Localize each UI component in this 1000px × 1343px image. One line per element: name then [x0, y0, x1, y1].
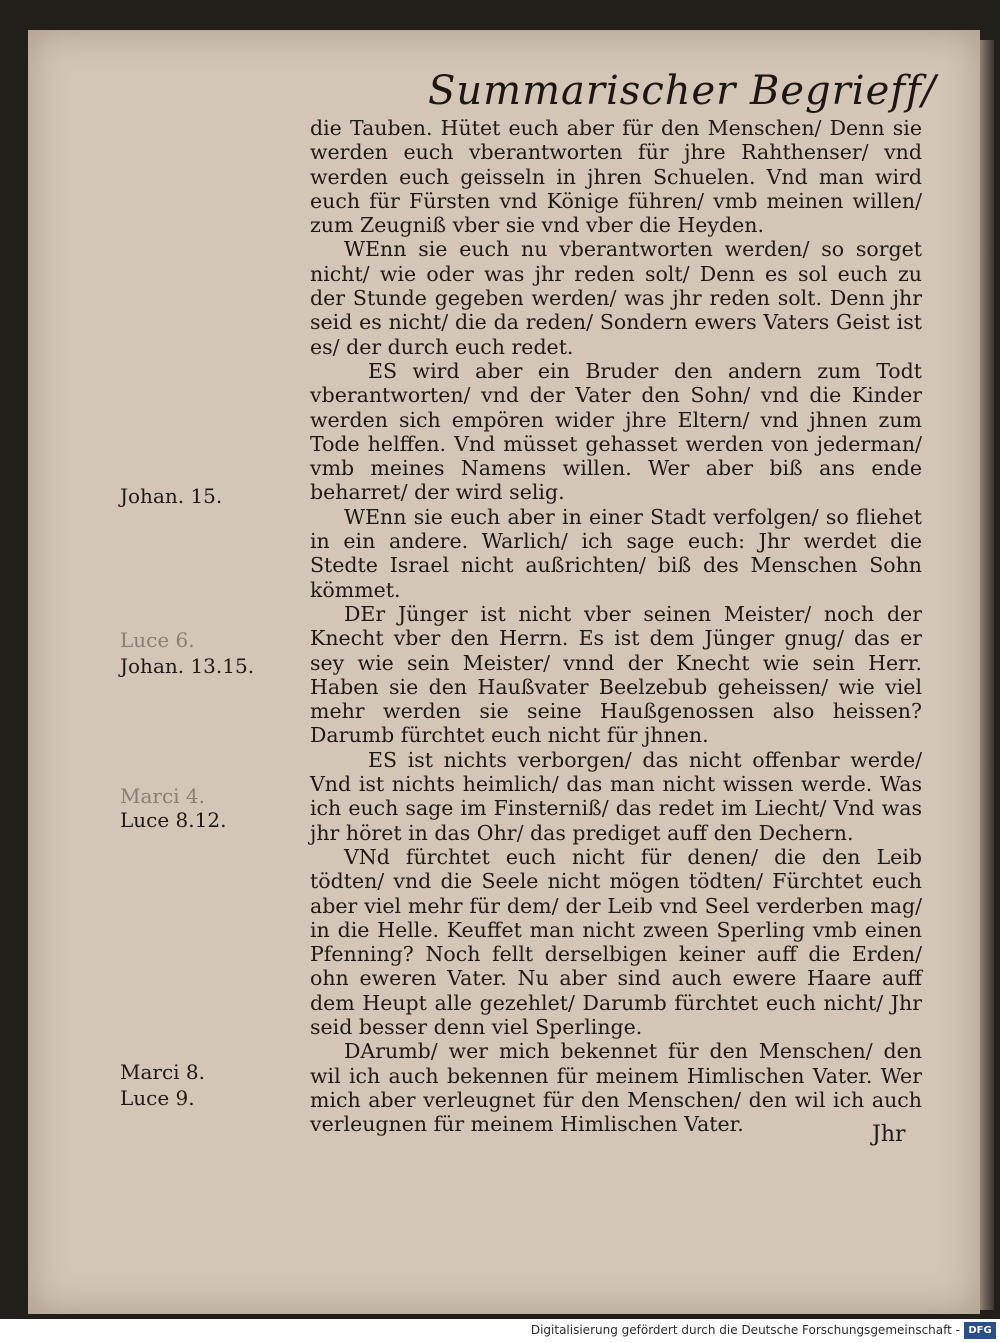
marginal-note: Luce 6.: [120, 628, 195, 652]
marginal-note: Johan. 15.: [120, 484, 223, 508]
funding-credit: Digitalisierung gefördert durch die Deutsche Forschungsgemeinschaft -: [530, 1323, 960, 1337]
catchword: Jhr: [872, 1122, 906, 1147]
paragraph: ES wird aber ein Bruder den andern zum Todt vberantworten/ vnd der Vater den Sohn/ vnd die Kinder werden sich empören wider jhre Eltern/ vnd jhnen zum Tode helffen. Vnd müsset gehasset werden von jederman/ vmb meines Namens willen. Wer aber biß ans ende beharret/ der wird selig.: [310, 358, 922, 505]
paragraph: WEnn sie euch nu vberantworten werden/ so sorget nicht/ wie oder was jhr reden solt/ Denn es sol euch zu der Stunde gegeben werden/ was jhr reden solt. Denn jhr seid es nicht/ die da reden/ Sondern ewers Vaters Geist ist es/ der durch euch redet.: [310, 237, 922, 359]
paragraph: ES ist nichts verborgen/ das nicht offenbar werde/ Vnd ist nichts heimlich/ das man nicht wissen werde. Was ich euch sage im Finsterniß/ das redet im Liecht/ Vnd was jhr höret in das Ohr/ das prediget auff den Dechern.: [310, 747, 922, 845]
paragraph: WEnn sie euch aber in einer Stadt verfolgen/ so fliehet in ein andere. Warlich/ ich sage euch: Jhr werdet die Stedte Israel nicht außrichten/ biß des Menschen Sohn kömmet.: [310, 504, 922, 602]
marginal-note: Luce 8.12.: [120, 808, 227, 832]
marginal-note: Johan. 13.15.: [120, 654, 255, 678]
paragraph: VNd fürchtet euch nicht für denen/ die den Leib tödten/ vnd die Seele nicht mögen tödten/ Fürchtet euch aber viel mehr für dem/ der Leib vnd Seel verderben mag/ in die Helle. Keuffet man nicht zween Sperling vmb einen Pfenning? Noch fellt derselbigen keiner auff die Erden/ ohn eweren Vater. Nu aber sind auch ewere Haare auff dem Heupt alle gezehlet/ Darumb fürchtet euch nicht/ Jhr seid besser denn viel Sperlinge.: [310, 844, 922, 1039]
marginal-note: Luce 9.: [120, 1086, 195, 1110]
paragraph: die Tauben. Hütet euch aber für den Menschen/ Denn sie werden euch vberantworten für jhre Rahthenser/ vnd werden euch geisseln in jhren Schuelen. Vnd man wird euch für Fürsten vnd Könige führen/ vmb meinen willen/ zum Zeugniß vber sie vnd vber die Heyden.: [310, 116, 922, 238]
marginal-note: Marci 8.: [120, 1060, 205, 1084]
page-edge: [980, 40, 994, 1310]
paragraph: DEr Jünger ist nicht vber seinen Meister/ noch der Knecht vber den Herrn. Es ist dem Jünger gnug/ das er sey wie sein Meister/ vnnd der Knecht wie sein Herr. Haben sie den Haußvater Beelzebub geheissen/ wie viel mehr werden sie seine Haußgenossen also heissen? Darumb fürchtet euch nicht für jhnen.: [310, 601, 922, 748]
paragraph: DArumb/ wer mich bekennet für den Menschen/ den wil ich auch bekennen für meinem Himlischen Vater. Wer mich aber verleugnet für den Menschen/ den wil ich auch verleugnen für meinem Himlischen Vater.: [310, 1039, 922, 1137]
running-title: Summarischer Begrieff/: [428, 68, 937, 114]
digitization-footer: [0, 1319, 1000, 1343]
body-text: [310, 116, 922, 1136]
dfg-logo: DFG: [964, 1322, 996, 1339]
marginal-note: Marci 4.: [120, 784, 205, 808]
